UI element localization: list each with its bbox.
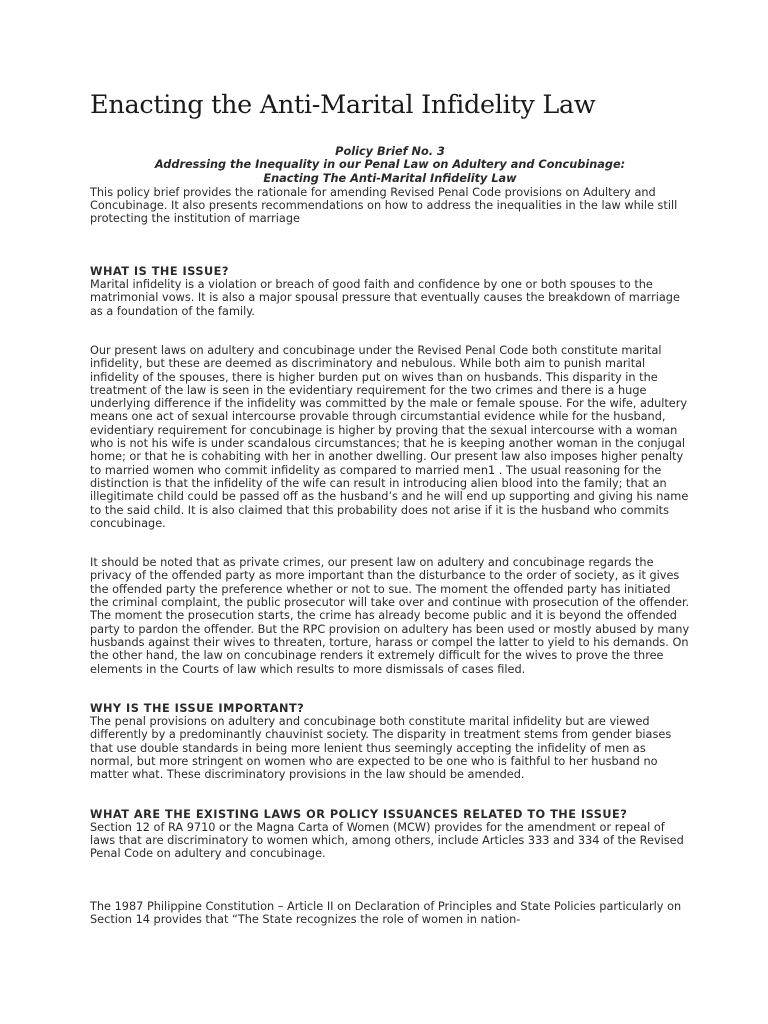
brief-subtitle-line-2: Enacting The Anti-Marital Infidelity Law — [263, 171, 517, 185]
brief-number: Policy Brief No. 3 — [335, 145, 445, 158]
document-page — [90, 88, 690, 926]
section-issue-paragraph-3: It should be noted that as private crimes, our present law on adultery and concubinage regards the privacy of the offended party as more important than the disturbance to the order of society, as it gives the offended party the preference whether or not to sue. The moment the offended party has initiated the criminal complaint, the public prosecutor will take over and continue with prosecution of the offender. The moment the prosecution starts, the crime has already become public and it is beyond the offended party to pardon the offender. But the RPC provision on adultery has been used or mostly abused by many husbands against their wives to threaten, torture, harass or compel the latter to yield to his demands. On the other hand, the law on concubinage renders it extremely difficult for the wives to prove the three elements in the Courts of law which results to more dismissals of cases filed. — [90, 556, 690, 676]
intro-paragraph: This policy brief provides the rationale for amending Revised Penal Code provisions on Adultery and Concubinage. It also presents recommendations on how to address the inequalities in the law while still protecting the institution of marriage — [90, 185, 678, 226]
section-heading-existing-laws: WHAT ARE THE EXISTING LAWS OR POLICY ISSUANCES RELATED TO THE ISSUE? — [90, 807, 628, 821]
document-title: Enacting the Anti-Marital Infidelity Law — [90, 90, 596, 120]
policy-brief-header — [90, 145, 690, 185]
section-existing-laws-paragraph-2: The 1987 Philippine Constitution – Article II on Declaration of Principles and State Policies particularly on Section 14 provides that “The State recognizes the role of women in nation- — [90, 899, 682, 927]
section-heading-issue: WHAT IS THE ISSUE? — [90, 264, 229, 278]
section-heading-importance: WHY IS THE ISSUE IMPORTANT? — [90, 701, 305, 715]
section-issue-paragraph-2: Our present laws on adultery and concubinage under the Revised Penal Code both constitute marital infidelity, but these are deemed as discriminatory and nebulous. While both aim to punish marital infidelity of the spouses, there is higher burden put on wives than on husbands. This disparity in the treatment of the law is seen in the evidentiary requirement for the two crimes and there is a huge underlying difference if the infidelity was committed by the male or female spouse. For the wife, adultery means one act of sexual intercourse provable through circumstantial evidence while for the husband, evidentiary requirement for concubinage is higher by proving that the sexual intercourse with a woman who is not his wife is under scandalous circumstances; that he is keeping another woman in the conjugal home; or that he is cohabiting with her in another dwelling. Our present law also imposes higher penalty to married women who commit infidelity as compared to married men1 . The usual reasoning for the distinction is that the infidelity of the wife can result in introducing alien blood into the family; that an illegitimate child could be passed off as the husband’s and he will end up supporting and giving his name to the said child. It is also claimed that this probability does not arise if it is the husband who commits concubinage. — [90, 343, 689, 530]
brief-subtitle-line-1: Addressing the Inequality in our Penal Law on Adultery and Concubinage: — [154, 158, 626, 172]
section-existing-laws-paragraph-1: Section 12 of RA 9710 or the Magna Carta of Women (MCW) provides for the amendment or repeal of laws that are discriminatory to women which, among others, include Articles 333 and 334 of the Revised Penal Code on adultery and concubinage. — [90, 820, 684, 861]
section-importance-paragraph-1: The penal provisions on adultery and concubinage both constitute marital infidelity but are viewed differently by a predominantly chauvinist society. The disparity in treatment stems from gender biases that use double standards in being more lenient thus seemingly accepting the infidelity of men as normal, but more stringent on women who are expected to be one who is faithful to her husband no matter what. These discriminatory provisions in the law should be amended. — [90, 715, 672, 782]
section-issue-paragraph-1: Marital infidelity is a violation or breach of good faith and confidence by one or both spouses to the matrimonial vows. It is also a major spousal pressure that eventually causes the breakdown of marriage as a foundation of the family. — [90, 278, 680, 318]
